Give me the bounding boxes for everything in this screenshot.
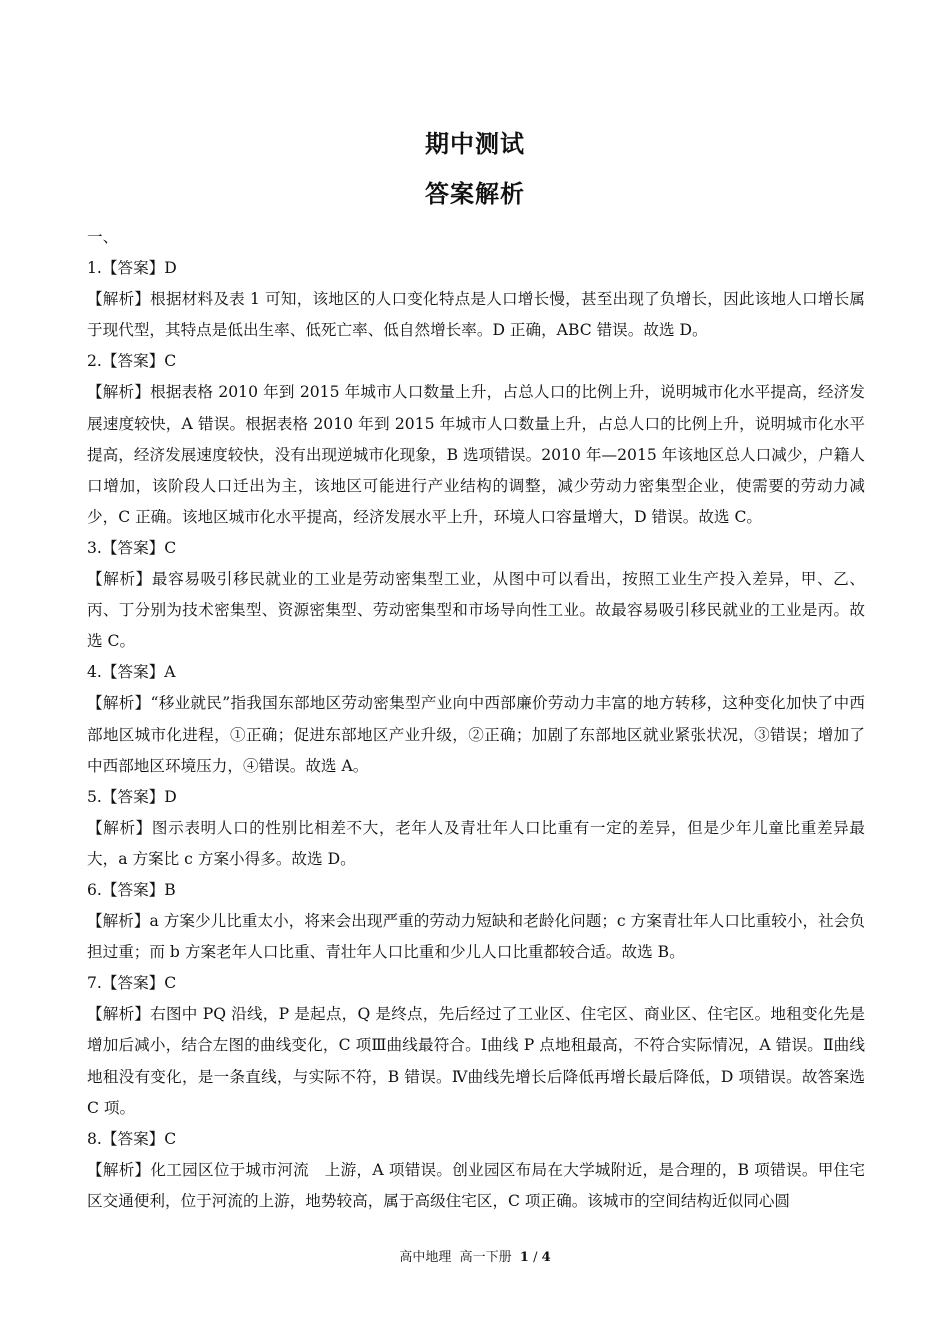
answer-content (87, 222, 865, 1217)
answer-5: 5.【答案】D (87, 787, 177, 806)
footer-page-number: 1 (519, 1250, 529, 1265)
analysis-4: 【解析】“移业就民”指我国东部地区劳动密集型产业向中西部廉价劳动力丰富的地方转移，这种变化加快了中西部地区城市化进程，①正确；促进东部地区产业升级，②正确；加剧了东部地区就业紧张状况，③错误；增加了中西部地区环境压力，④错误。故选 A。 (87, 694, 865, 775)
analysis-1: 【解析】根据材料及表 1 可知，该地区的人口变化特点是人口增长慢，甚至出现了负增长，因此该地人口增长属于现代型，其特点是低出生率、低死亡率、低自然增长率。D 正确，ABC 错误。故选 D。 (87, 290, 865, 340)
answer-1: 1.【答案】D (87, 259, 177, 278)
footer-separator: / (533, 1250, 538, 1265)
footer-course: 高中地理 (399, 1250, 452, 1265)
footer-volume: 高一下册 (459, 1250, 512, 1265)
answer-3: 3.【答案】C (87, 538, 177, 557)
analysis-8: 【解析】化工园区位于城市河流 上游，A 项错误。创业园区布局在大学城附近，是合理的，B 项错误。甲住宅区交通便利，位于河流的上游，地势较高，属于高级住宅区，C 项正确。该城市的空间结构近似同心圆 (87, 1160, 865, 1210)
footer-page-total: 4 (541, 1250, 551, 1265)
analysis-2: 【解析】根据表格 2010 年到 2015 年城市人口数量上升，占总人口的比例上升，说明城市化水平提高，经济发展速度较快，A 错误。根据表格 2010 年到 2015 年城市人口数量上升，占总人口的比例上升，说明城市化水平提高，经济发展速度较快，没有出现逆城市化现象，B 选项错误。2010 年—2015 年该地区总人口减少，户籍人口增加，该阶段人口迁出为主，该地区可能进行产业结构的调整，减少劳动力密集型企业，使需要的劳动力减少，C 正确。该地区城市化水平提高，经济发展水平上升，环境人口容量增大，D 错误。故选 C。 (87, 383, 865, 526)
answer-4: 4.【答案】A (87, 663, 176, 682)
page-footer (0, 1246, 950, 1265)
answer-7: 7.【答案】C (87, 974, 177, 993)
analysis-5: 【解析】图示表明人口的性别比相差不大，老年人及青壮年人口比重有一定的差异，但是少年儿童比重差异最大，a 方案比 c 方案小得多。故选 D。 (87, 818, 865, 868)
answer-2: 2.【答案】C (87, 352, 177, 371)
section-heading: 一、 (87, 228, 119, 246)
answer-6: 6.【答案】B (87, 880, 176, 899)
page-subtitle: 答案解析 (425, 180, 525, 208)
analysis-7: 【解析】右图中 PQ 沿线，P 是起点，Q 是终点，先后经过了工业区、住宅区、商业区、住宅区。地租变化先是增加后减小，结合左图的曲线变化，C 项Ⅲ曲线最符合。Ⅰ曲线 P 点地租最高，不符合实际情况，A 错误。Ⅱ曲线地租没有变化，是一条直线，与实际不符，B 错误。Ⅳ曲线先增长后降低再增长最后降低，D 项错误。故答案选 C 项。 (87, 1005, 865, 1117)
analysis-3: 【解析】最容易吸引移民就业的工业是劳动密集型工业，从图中可以看出，按照工业生产投入差异，甲、乙、丙、丁分别为技术密集型、资源密集型、劳动密集型和市场导向性工业。故最容易吸引移民就业的工业是丙。故选 C。 (87, 570, 865, 651)
page-title: 期中测试 (425, 130, 525, 158)
answer-8: 8.【答案】C (87, 1129, 177, 1148)
analysis-6: 【解析】a 方案少儿比重太小，将来会出现严重的劳动力短缺和老龄化问题；c 方案青壮年人口比重较小，社会负担过重；而 b 方案老年人口比重、青壮年人口比重和少儿人口比重都较合适。故选 B。 (87, 912, 865, 962)
